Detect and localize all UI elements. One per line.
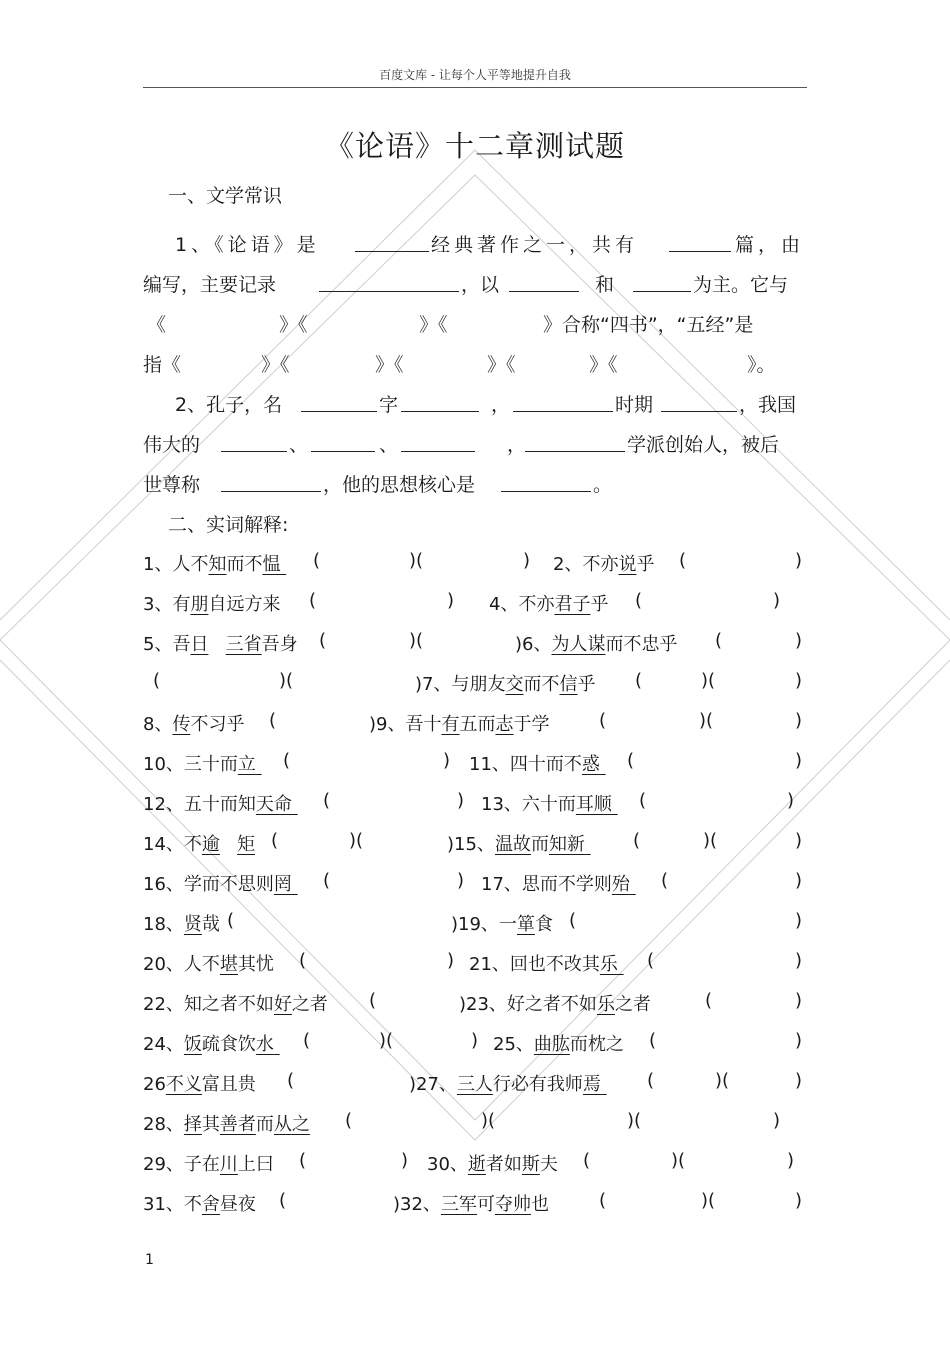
exercise-text: 乎	[590, 594, 609, 615]
document-title: 《论语》十二章测试题	[324, 129, 625, 163]
underlined-word: 择	[183, 1114, 202, 1135]
exercise-text: )15、	[447, 834, 495, 855]
underlined-word: 殆	[611, 874, 630, 895]
exercise-row: 20、人不堪其忧 ( ) 21、回也不改其乐 ( )	[143, 950, 803, 975]
underlined-word: 有	[441, 714, 460, 735]
exercise-text: 富且贵	[201, 1074, 256, 1095]
answer-blank[interactable]	[221, 471, 321, 492]
page-number: 1	[145, 1252, 154, 1268]
exercise-text: 30、	[427, 1154, 468, 1175]
exercise-row: 16、学而不思则罔 ( ) 17、思而不学则殆 ( )	[143, 870, 803, 895]
answer-bracket[interactable]: )(	[627, 1110, 642, 1131]
page-header: 百度文库 - 让每个人平等地提升自我	[379, 68, 571, 82]
underlined-word: 者	[237, 1114, 256, 1135]
exercise-text: 1、人不	[143, 554, 209, 575]
q2-text: 字	[379, 394, 399, 416]
exercise-text: 五而	[459, 714, 496, 735]
underlined-word: 乐	[596, 994, 615, 1015]
exercise-text: 29、子在	[143, 1154, 220, 1175]
q1-text: 》合称“四书”，“五经”是	[543, 314, 754, 336]
underlined-word: 斯	[521, 1154, 540, 1175]
exercise-row: 5、吾日 三省吾身 ( )( )6、为人谋而不忠乎 ( )	[143, 630, 803, 655]
q2-text: ，	[507, 434, 527, 456]
exercise-row: 8、传不习乎 ( )9、吾十有五而志于学 ( )( )	[143, 710, 803, 735]
section-heading-literature: 一、文学常识	[168, 185, 283, 207]
underlined-word: 立	[237, 754, 256, 775]
answer-bracket[interactable]: (	[705, 990, 713, 1011]
exercise-text: 13、六十而	[481, 794, 576, 815]
exercise-row: 18、贤哉 ( )19、一箪食 ( )	[143, 910, 803, 935]
q1-text: 和	[595, 274, 615, 296]
answer-bracket[interactable]: (	[599, 1190, 607, 1211]
answer-blank[interactable]	[401, 391, 479, 412]
q2-text: 伟大的	[143, 434, 201, 456]
exercise-row: 28、择其善者而从之 ( )( )( )	[143, 1110, 781, 1135]
underlined-word: 堪	[219, 954, 238, 975]
answer-blank[interactable]	[311, 431, 375, 452]
exercise-text: 2、不亦	[553, 554, 619, 575]
answer-bracket[interactable]: )(	[349, 830, 364, 851]
underlined-word: 信	[559, 674, 578, 695]
underlined-word: 乐	[599, 954, 618, 975]
exercise-text: 20、人不	[143, 954, 220, 975]
answer-blank[interactable]	[525, 431, 625, 452]
answer-bracket[interactable]: )(	[279, 670, 294, 691]
q1-text: 为主。它与	[693, 274, 789, 296]
exercise-text: 而不忠乎	[605, 634, 678, 655]
underlined-word: 志	[495, 714, 514, 735]
answer-bracket[interactable]: )(	[671, 1150, 686, 1171]
q1-text: 编写，主要记录	[143, 274, 277, 296]
exercise-text: 哉	[201, 914, 220, 935]
answer-bracket[interactable]: (	[633, 830, 641, 851]
answer-blank[interactable]	[221, 431, 287, 452]
underlined-word: 不义	[165, 1074, 202, 1095]
underlined-word: 贤	[183, 914, 202, 935]
answer-bracket[interactable]: (	[369, 990, 377, 1011]
answer-bracket[interactable]: )(	[715, 1070, 730, 1091]
exercise-text: 28、	[143, 1114, 184, 1135]
exercise-text: )19、一	[451, 914, 517, 935]
underlined-word: 愠	[262, 554, 281, 575]
exercise-text: 26	[143, 1074, 166, 1095]
answer-bracket[interactable]: (	[647, 950, 655, 971]
exercise-text: 而枕之	[569, 1034, 624, 1055]
underlined-word: 日	[190, 634, 209, 655]
exercise-text: 21、回也不改其	[469, 954, 600, 975]
answer-blank[interactable]	[661, 391, 737, 412]
answer-bracket[interactable]: (	[287, 1070, 295, 1091]
answer-bracket[interactable]: (	[599, 710, 607, 731]
q1-text: 》。	[747, 354, 776, 376]
answer-bracket[interactable]: )(	[379, 1030, 394, 1051]
exercise-text: 吾身	[261, 634, 298, 655]
exercise-text: 者如	[485, 1154, 522, 1175]
underlined-word: 惑	[581, 754, 600, 775]
exercise-row: 12、五十而知天命 ( ) 13、六十而耳顺 ( )	[143, 790, 795, 815]
exercise-text: )9、吾十	[369, 714, 442, 735]
underlined-word: 善	[219, 1114, 238, 1135]
answer-bracket[interactable]: (	[299, 950, 307, 971]
exercise-text: 10、三十而	[143, 754, 238, 775]
q1-text: 》《	[589, 354, 618, 376]
answer-bracket[interactable]: (	[345, 1110, 353, 1131]
exercise-text: 疏食饮	[201, 1034, 256, 1055]
exercise-text: )23、好之者不如	[459, 994, 597, 1015]
underlined-word: 知	[208, 554, 227, 575]
underlined-word: 罔	[273, 874, 292, 895]
underlined-word: 从	[273, 1114, 292, 1135]
q1-text: 》《	[419, 314, 448, 336]
underlined-word: 逾	[201, 834, 220, 855]
exercise-text: 24、	[143, 1034, 184, 1055]
underlined-word: 传	[172, 714, 191, 735]
q1-text: 篇，由	[735, 234, 805, 256]
exercise-text: )6、	[515, 634, 552, 655]
exercise-text: 而不	[226, 554, 263, 575]
q2-text: 、	[289, 434, 309, 456]
underlined-word: 为人谋	[551, 634, 606, 655]
exercise-text: 16、学而不思则	[143, 874, 274, 895]
answer-bracket[interactable]: (	[313, 550, 321, 571]
answer-bracket[interactable]: (	[309, 590, 317, 611]
exercise-text: 14、不	[143, 834, 202, 855]
answer-blank[interactable]	[513, 391, 613, 412]
answer-bracket[interactable]: )(	[701, 670, 716, 691]
underlined-word: 交	[505, 674, 524, 695]
underlined-word: 天命	[255, 794, 292, 815]
exercise-text: 上曰	[237, 1154, 274, 1175]
exercise-text: 之者	[291, 994, 328, 1015]
underlined-word: 耳顺	[575, 794, 612, 815]
q1-text: ，以	[461, 274, 500, 296]
exercise-text: 而不	[523, 674, 560, 695]
answer-bracket[interactable]: (	[639, 790, 647, 811]
answer-bracket[interactable]: (	[649, 1030, 657, 1051]
exercise-text: 31、不	[143, 1194, 202, 1215]
answer-bracket[interactable]: (	[679, 550, 687, 571]
underlined-word: 说	[618, 554, 637, 575]
q2-text: 2、孔子，名	[175, 394, 283, 416]
q1-text: 》《	[279, 314, 308, 336]
q2-text: 。	[593, 474, 613, 496]
answer-bracket[interactable]: (	[279, 1190, 287, 1211]
answer-bracket[interactable]: )(	[409, 550, 424, 571]
underlined-word: 焉	[582, 1074, 601, 1095]
exercise-text: 18、	[143, 914, 184, 935]
exercise-row: 10、三十而立 ( ) 11、四十而不惑 ( )	[143, 750, 803, 775]
answer-bracket[interactable]: (	[635, 670, 643, 691]
answer-bracket[interactable]: (	[647, 1070, 655, 1091]
q1-text: 》《	[261, 354, 290, 376]
underlined-word: 舍	[201, 1194, 220, 1215]
q1-text: 》《	[375, 354, 404, 376]
exercise-text: 乎	[577, 674, 596, 695]
q1-text: 》《	[487, 354, 516, 376]
exercise-text: )32、	[393, 1194, 441, 1215]
answer-blank[interactable]	[669, 231, 731, 252]
underlined-word: 曲肱	[533, 1034, 570, 1055]
exercise-row: ( )( )7、与朋友交而不信乎 ( )( )	[153, 670, 803, 695]
underlined-word: 水	[255, 1034, 274, 1055]
answer-blank[interactable]	[301, 391, 377, 412]
answer-bracket[interactable]: (	[661, 870, 669, 891]
exercise-text: )27、	[409, 1074, 457, 1095]
q2-text: ，我国	[739, 394, 797, 416]
answer-bracket[interactable]: )(	[701, 1190, 716, 1211]
underlined-word: 箪	[516, 914, 535, 935]
underlined-word: 矩	[237, 834, 256, 855]
underlined-word: 饭	[183, 1034, 202, 1055]
exercise-text: 17、思而不学则	[481, 874, 612, 895]
answer-bracket[interactable]: (	[303, 1030, 311, 1051]
exercise-row: 26不义富且贵 ( )27、三人行必有我师焉 ( )( )	[143, 1070, 803, 1095]
header-rule	[143, 87, 807, 88]
exercise-row: 22、知之者不如好之者 ( )23、好之者不如乐之者 ( )	[143, 990, 803, 1015]
answer-bracket[interactable]: (	[271, 830, 279, 851]
answer-bracket[interactable]: )(	[703, 830, 718, 851]
underlined-word: 帅	[512, 1194, 531, 1215]
q2-text: 学派创始人，被后	[627, 434, 780, 456]
underlined-word: 三人	[456, 1074, 493, 1095]
q2-text: 世尊称	[143, 474, 201, 496]
exercise-row: 24、饭疏食饮水 ( )( ) 25、曲肱而枕之 ( )	[143, 1030, 803, 1055]
underlined-word: 逝	[467, 1154, 486, 1175]
answer-bracket[interactable]: (	[583, 1150, 591, 1171]
exercise-text: 也	[530, 1194, 549, 1215]
underlined-word: 朋	[190, 594, 209, 615]
q2-text: ，	[491, 394, 511, 416]
exercise-text: 自远方来	[208, 594, 281, 615]
exercise-text: 夫	[539, 1154, 558, 1175]
answer-bracket[interactable]: (	[153, 670, 161, 691]
answer-bracket[interactable]: (	[227, 910, 235, 931]
answer-bracket[interactable]: (	[627, 750, 635, 771]
exercise-text: 其	[201, 1114, 220, 1135]
underlined-word: 知新	[548, 834, 585, 855]
answer-blank[interactable]	[319, 271, 459, 292]
exercise-text: 可	[476, 1194, 495, 1215]
exercise-text: 其忧	[237, 954, 274, 975]
underlined-word: 川	[219, 1154, 238, 1175]
underlined-word: 之	[291, 1114, 310, 1135]
answer-bracket[interactable]: (	[715, 630, 723, 651]
exercise-text: 食	[534, 914, 553, 935]
underlined-word: 温故	[494, 834, 531, 855]
answer-blank[interactable]	[509, 271, 579, 292]
answer-bracket[interactable]: (	[299, 1150, 307, 1171]
exercise-text: 昼夜	[219, 1194, 256, 1215]
underlined-word: 夺	[494, 1194, 513, 1215]
answer-bracket[interactable]: )(	[481, 1110, 496, 1131]
q1-text: 指《	[143, 354, 182, 376]
answer-bracket[interactable]: (	[319, 630, 327, 651]
q2-text: 、	[379, 434, 399, 456]
underlined-word: 君子	[554, 594, 591, 615]
exercise-text: 而	[255, 1114, 274, 1135]
exercise-text: 8、	[143, 714, 173, 735]
exercise-text: 于学	[513, 714, 550, 735]
underlined-word: 好	[273, 994, 292, 1015]
exercise-row: 14、不逾 矩 ( )( )15、温故而知新 ( )( )	[143, 830, 803, 855]
answer-bracket[interactable]: )(	[409, 630, 424, 651]
exercise-text: 行必有我师	[492, 1074, 583, 1095]
exercise-row: 29、子在川上曰 ( ) 30、逝者如斯夫 ( )( )	[143, 1150, 795, 1175]
exercise-text: 4、不亦	[489, 594, 555, 615]
section-heading-word-explanation: 二、实词解释:	[168, 514, 289, 536]
answer-bracket[interactable]: (	[269, 710, 277, 731]
answer-bracket[interactable]: (	[283, 750, 291, 771]
underlined-word: 三省	[225, 634, 262, 655]
exercise-text: 22、知之者不如	[143, 994, 274, 1015]
underlined-word: 三军	[440, 1194, 477, 1215]
answer-bracket[interactable]: (	[323, 790, 331, 811]
answer-blank[interactable]	[401, 431, 475, 452]
exercise-text: 3、有	[143, 594, 191, 615]
answer-bracket[interactable]: (	[569, 910, 577, 931]
q1-text: 《	[147, 314, 167, 336]
answer-blank[interactable]	[633, 271, 691, 292]
exercise-text: 之者	[614, 994, 651, 1015]
answer-bracket[interactable]: (	[323, 870, 331, 891]
exercise-text: 5、吾	[143, 634, 191, 655]
exercise-row: 1、人不知而不愠 ( )( ) 2、不亦说乎 ( )	[143, 550, 803, 575]
answer-bracket[interactable]: )(	[699, 710, 714, 731]
exercise-row: 3、有朋自远方来 ( ) 4、不亦君子乎 ( )	[143, 590, 781, 615]
answer-blank[interactable]	[355, 231, 429, 252]
answer-bracket[interactable]: (	[635, 590, 643, 611]
exercise-text: 而	[530, 834, 549, 855]
q1-text: 1、《论语》是	[175, 234, 320, 256]
exercise-text: 乎	[636, 554, 655, 575]
answer-blank[interactable]	[501, 471, 591, 492]
exercise-row: 31、不舍昼夜 ( )32、三军可夺帅也 ( )( )	[143, 1190, 803, 1215]
exercise-text: )7、与朋友	[415, 674, 506, 695]
exercise-text: 不习乎	[190, 714, 245, 735]
exercise-text: 11、四十而不	[469, 754, 582, 775]
exercise-text: 25、	[493, 1034, 534, 1055]
exercise-text: 12、五十而知	[143, 794, 256, 815]
q2-text: 时期	[615, 394, 654, 416]
q1-text: 经典著作之一，共有	[431, 234, 639, 256]
q2-text: ，他的思想核心是	[323, 474, 476, 496]
